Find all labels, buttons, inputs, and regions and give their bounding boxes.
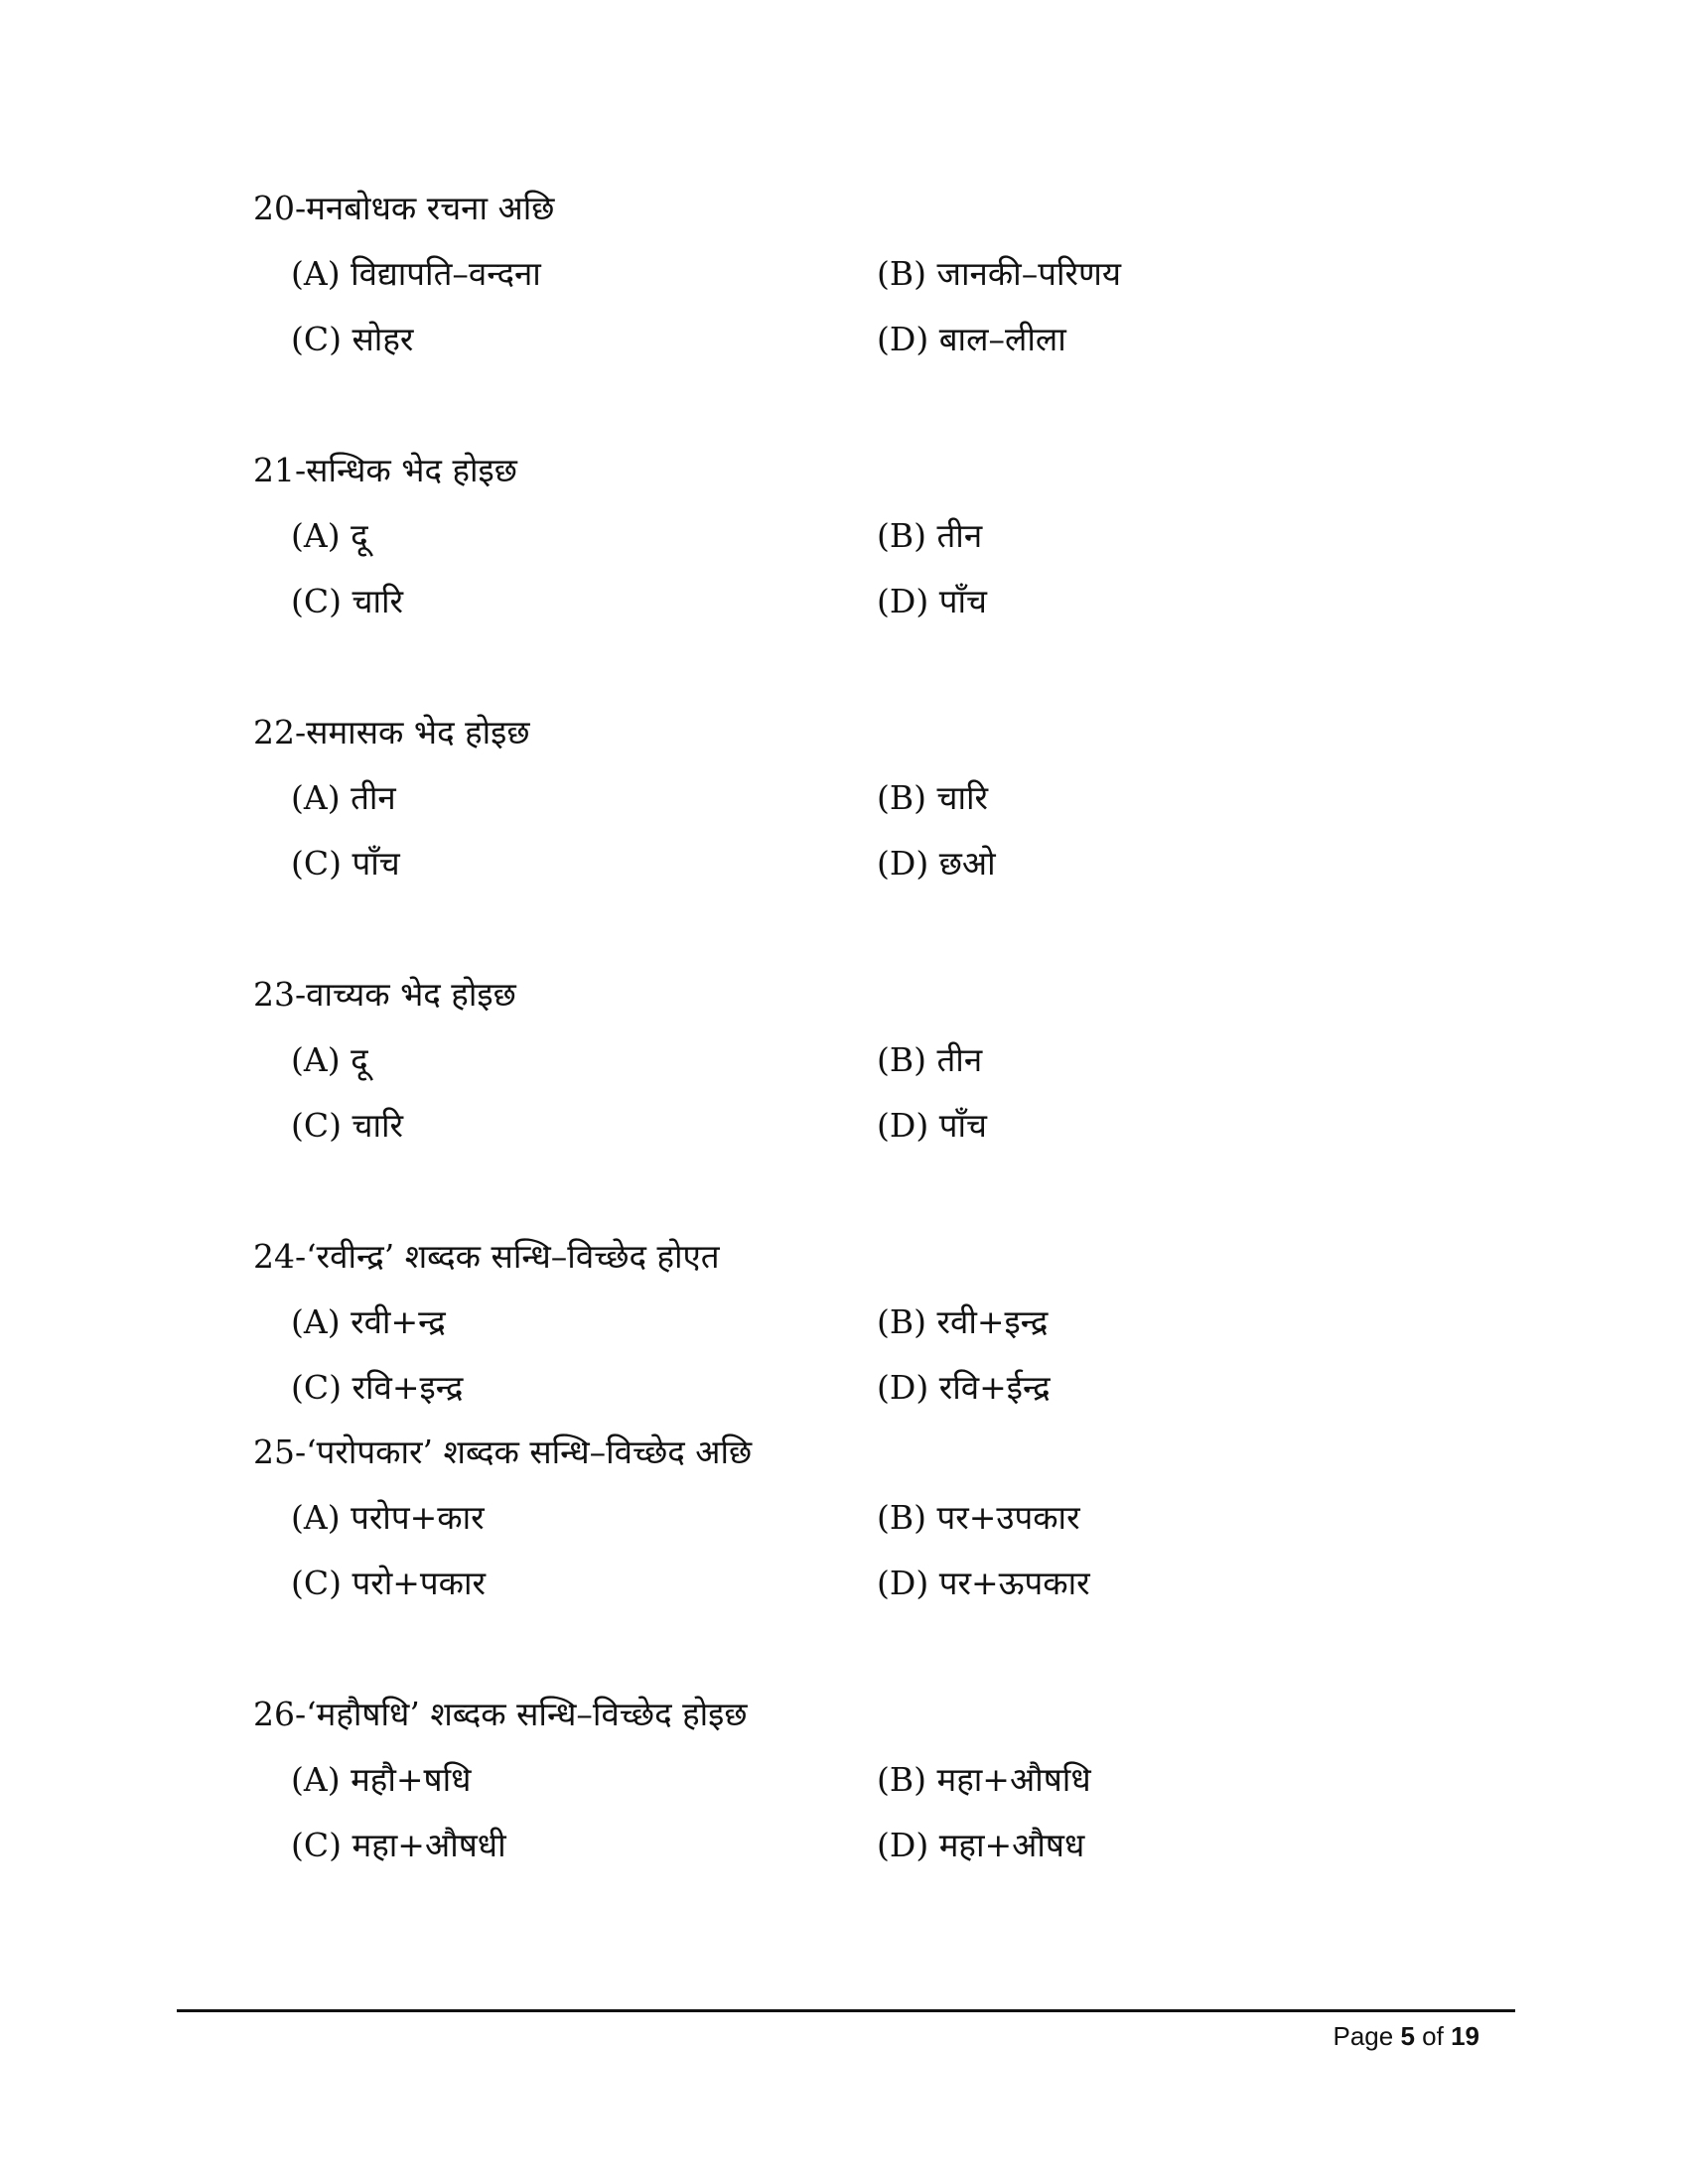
option-c: (C) चारि [291,582,404,620]
option-d: (D) पाँच [877,582,987,620]
option-a: (A) तीन [291,778,396,817]
option-c: (C) पाँच [291,844,400,883]
question-text: 24-‘रवीन्द्र’ शब्दक सन्धि–विच्छेद होएत [253,1237,720,1276]
question-23 [253,973,1544,1148]
options-grid [291,252,1544,361]
option-a: (A) रवी+न्द्र [291,1302,446,1341]
option-a: (A) दू [291,516,368,555]
page-current: 5 [1400,2021,1415,2051]
option-b: (B) जानकी–परिणय [877,254,1122,293]
options-grid [291,514,1544,623]
page-total: 19 [1451,2021,1479,2051]
of-word: of [1422,2021,1444,2051]
options-grid [291,1300,1544,1410]
option-d: (D) पर+ऊपकार [877,1564,1090,1602]
option-c: (C) परो+पकार [291,1564,487,1602]
question-24 [253,1235,1544,1410]
question-text: 22-समासक भेद होइछ [253,713,530,751]
option-c: (C) चारि [291,1106,404,1145]
option-d: (D) छओ [877,844,996,883]
option-b: (B) रवी+इन्द्र [877,1302,1049,1341]
question-text: 26-‘महौषधि’ शब्दक सन्धि–विच्छेद होइछ [253,1695,748,1733]
option-a: (A) महौ+षधि [291,1760,472,1799]
options-grid [291,776,1544,886]
option-d: (D) पाँच [877,1106,987,1145]
option-b: (B) तीन [877,516,983,555]
option-b: (B) तीन [877,1040,983,1079]
option-c: (C) रवि+इन्द्र [291,1368,464,1407]
option-a: (A) परोप+कार [291,1498,485,1537]
option-b: (B) चारि [877,778,989,817]
question-text: 25-‘परोपकार’ शब्दक सन्धि–विच्छेद अछि [253,1433,753,1471]
page-number [1333,2019,1479,2053]
option-c: (C) सोहर [291,320,414,358]
question-text: 20-मनबोधक रचना अछि [253,189,555,227]
option-c: (C) महा+औषधी [291,1826,506,1864]
option-b: (B) महा+औषधि [877,1760,1091,1799]
question-20 [253,187,1544,361]
question-25 [253,1431,1544,1605]
option-d: (D) बाल–लीला [877,320,1066,358]
option-d: (D) महा+औषध [877,1826,1085,1864]
question-text: 21-सन्धिक भेद होइछ [253,451,517,489]
options-grid [291,1496,1544,1605]
page-word: Page [1333,2021,1394,2051]
option-d: (D) रवि+ईन्द्र [877,1368,1051,1407]
question-21 [253,449,1544,623]
option-b: (B) पर+उपकार [877,1498,1080,1537]
question-text: 23-वाच्यक भेद होइछ [253,975,516,1014]
footer-divider [177,2009,1515,2012]
option-a: (A) दू [291,1040,368,1079]
option-a: (A) विद्यापति–वन्दना [291,254,541,293]
question-22 [253,711,1544,886]
options-grid [291,1758,1544,1867]
question-26 [253,1693,1544,1867]
options-grid [291,1038,1544,1148]
